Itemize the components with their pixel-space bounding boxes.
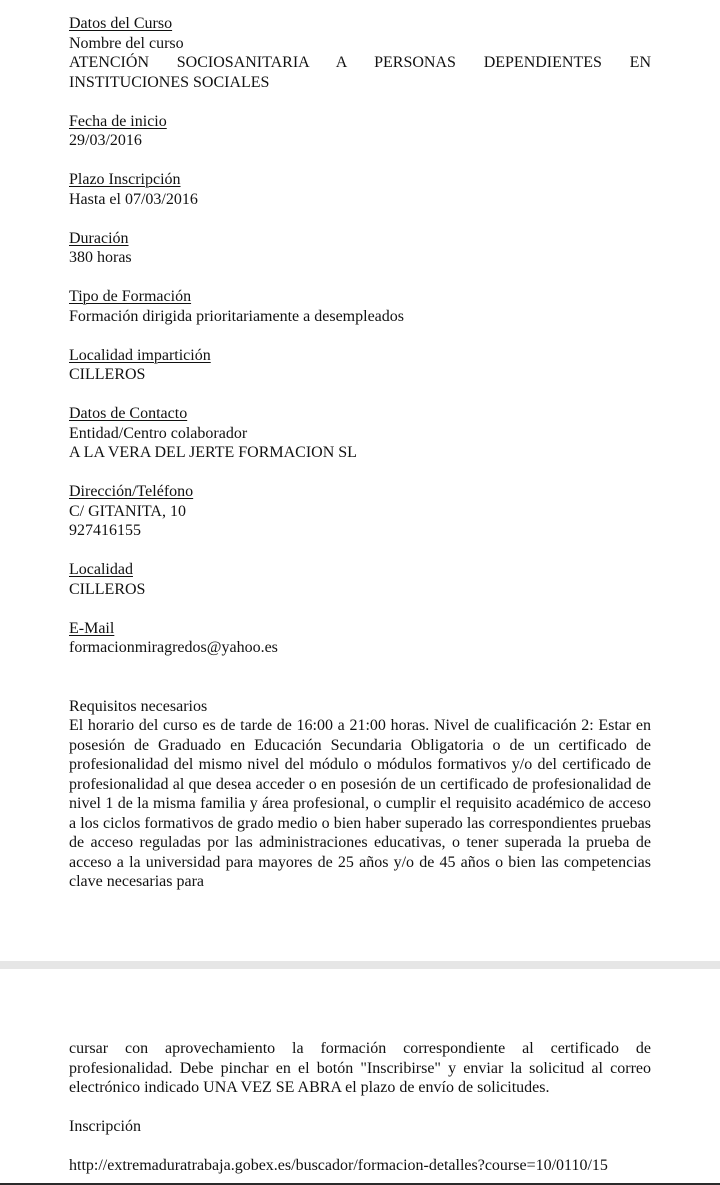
email-label: E-Mail	[69, 619, 115, 637]
contact-section-heading: Datos de Contacto	[69, 405, 188, 422]
start-date-label: Fecha de inicio	[69, 112, 167, 130]
duration-value: 380 horas	[69, 249, 132, 266]
duration-label: Duración	[69, 229, 129, 247]
training-type-label: Tipo de Formación	[69, 288, 192, 305]
course-section-heading: Datos del Curso	[69, 15, 173, 32]
address-value: C/ GITANITA, 10	[69, 502, 186, 520]
course-name-line-1: ATENCIÓN SOCIOSANITARIA A PERSONAS DEPENDIENTES EN	[69, 54, 651, 71]
course-name-line-2: INSTITUCIONES SOCIALES	[69, 73, 270, 91]
training-type-value: Formación dirigida prioritariamente a desempleados	[69, 307, 404, 325]
registration-period-label: Plazo Inscripción	[69, 171, 181, 188]
location-value: CILLEROS	[69, 366, 146, 383]
course-name-label: Nombre del curso	[69, 34, 184, 52]
requirements-label: Requisitos necesarios	[69, 697, 208, 715]
location-label: Localidad impartición	[69, 346, 211, 364]
requirements-text-page-2: cursar con aprovechamiento la formación correspondiente al certificado de profesionalidad. Debe pinchar en el botón "Inscribirse" y enviar la solicitud al correo electrónico indicado UNA VEZ SE ABRA el plazo de envío de solicitudes.	[69, 1040, 651, 1096]
entity-label: Entidad/Centro colaborador	[69, 424, 248, 442]
document-page-2	[69, 1039, 651, 1176]
registration-period-value: Hasta el 07/03/2016	[69, 190, 198, 208]
registration-url-link[interactable]: http://extremaduratrabaja.gobex.es/buscador/formacion-detalles?course=10/0110/15	[69, 1157, 608, 1174]
start-date-value: 29/03/2016	[69, 132, 142, 149]
registration-label: Inscripción	[69, 1118, 141, 1135]
address-phone-label: Dirección/Teléfono	[69, 483, 194, 500]
locality-value: CILLEROS	[69, 580, 146, 598]
requirements-text-page-1: El horario del curso es de tarde de 16:00 a 21:00 horas. Nivel de cualificación 2: Estar en posesión de Graduado en Educación Secundaria Obligatoria o de un certificado de profesionalidad del mismo nivel del módulo o módulos formativos y/o del certificado de profesionalidad al que desea acceder o en posesión de un certificado de profesionalidad de nivel 1 de la misma familia y área profesional, o cumplir el requisito académico de acceso a los ciclos formativos de grado medio o bien haber superado las correspondientes pruebas de acceso reguladas por las administraciones educativas, o tener superada la prueba de acceso a la universidad para mayores de 25 años y/o de 45 años o bien las competencias clave necesarias para	[69, 717, 651, 890]
phone-value: 927416155	[69, 522, 141, 539]
document-page-1	[69, 14, 651, 892]
entity-value: A LA VERA DEL JERTE FORMACION SL	[69, 444, 357, 461]
locality-label: Localidad	[69, 561, 133, 578]
page-break-divider	[0, 961, 720, 969]
email-value: formacionmiragredos@yahoo.es	[69, 639, 278, 656]
